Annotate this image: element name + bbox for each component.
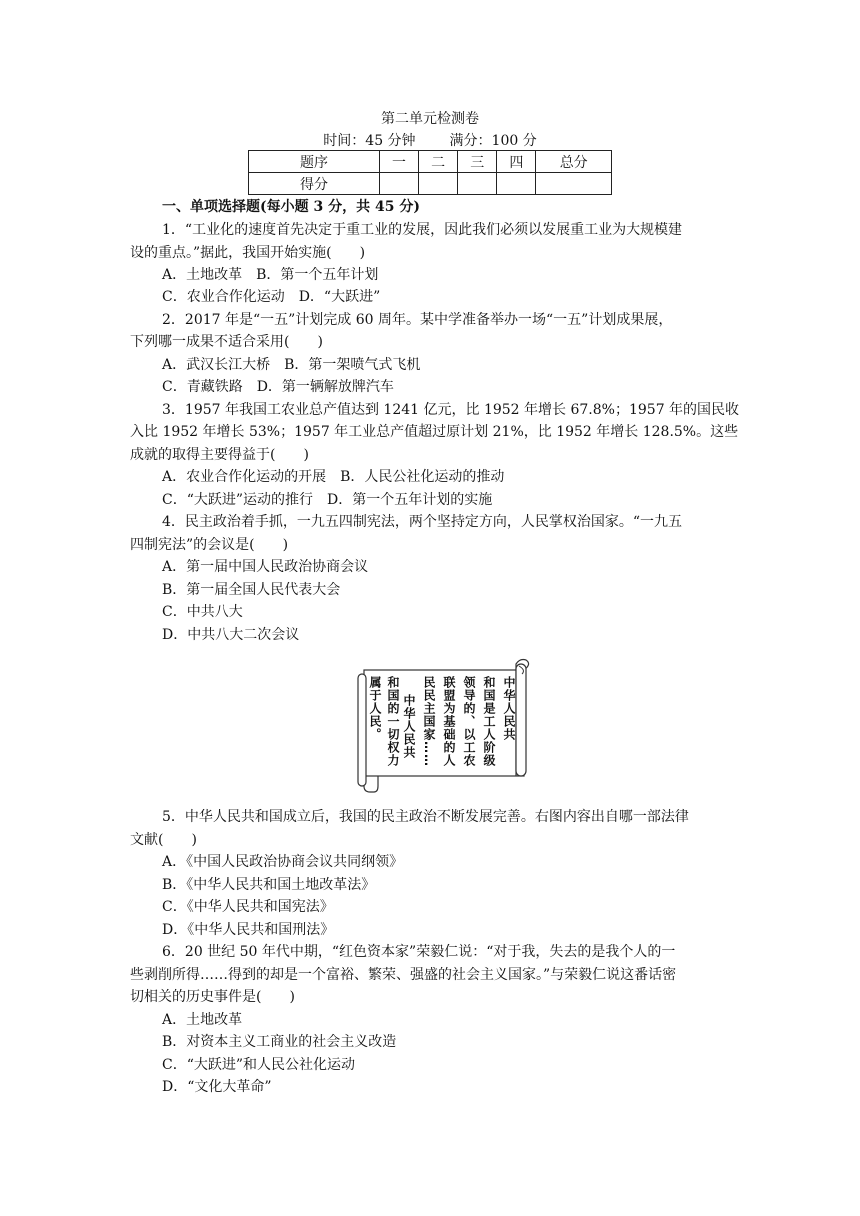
q4-option-b: B．第一届全国人民代表大会 — [162, 582, 341, 598]
scroll-text-column: 中华人民共 — [402, 694, 416, 759]
scroll-text-column: 和国的一切权力 — [386, 676, 400, 767]
q4-option-d: D．中共八大二次会议 — [162, 627, 300, 643]
score-blank — [536, 173, 612, 195]
q6-option-c: C．“大跃进”和人民公社化运动 — [162, 1057, 356, 1073]
q5-option-a: A．《中国人民政治协商会议共同纲领》 — [162, 854, 404, 870]
q5-option-d: D．《中华人民共和国刑法》 — [162, 922, 335, 938]
q2-stem-line: 2．2017 年是“一五”计划完成 60 周年。某中学准备举办一场“一五”计划成果展， — [162, 312, 673, 328]
score-table-header-row — [249, 151, 612, 173]
score-cell: 题序 — [249, 151, 380, 173]
q6-stem-line: 些剥削所得……得到的却是一个富裕、繁荣、强盛的社会主义国家。”与荣毅仁说这番话密 — [130, 967, 677, 983]
section-heading: 一、单项选择题(每小题 3 分，共 45 分) — [162, 199, 420, 215]
q6-option-a: A．土地改革 — [162, 1012, 243, 1028]
q6-option-d: D．“文化大革命” — [162, 1079, 272, 1095]
score-blank — [419, 173, 458, 195]
scroll-text-column: 领导的、以工农 — [462, 676, 476, 767]
score-cell: 三 — [458, 151, 497, 173]
q2-options: C．青藏铁路 D．第一辆解放牌汽车 — [162, 379, 394, 395]
score-cell: 得分 — [249, 173, 380, 195]
score-blank — [380, 173, 419, 195]
score-cell: 一 — [380, 151, 419, 173]
scroll-text-column: 联盟为基础的人 — [442, 676, 456, 767]
q5-stem-line: 5．中华人民共和国成立后，我国的民主政治不断发展完善。右图内容出自哪一部法律 — [162, 809, 689, 825]
score-cell: 二 — [419, 151, 458, 173]
full-score: 满分：100 分 — [449, 133, 537, 149]
q1-options: A．土地改革 B．第一个五年计划 — [162, 267, 379, 283]
score-table — [248, 150, 612, 195]
q1-stem-line: 1．“工业化的速度首先决定于重工业的发展，因此我们必须以发展重工业为大规模建 — [162, 222, 683, 238]
score-table-score-row — [249, 173, 612, 195]
q3-options: A．农业合作化运动的开展 B．人民公社化运动的推动 — [162, 469, 505, 485]
q6-option-b: B．对资本主义工商业的社会主义改造 — [162, 1034, 397, 1050]
constitution-scroll-figure — [356, 658, 534, 794]
scroll-text-column: 属于人民。 — [368, 676, 382, 741]
q2-options: A．武汉长江大桥 B．第一架喷气式飞机 — [162, 357, 421, 373]
q2-stem-line: 下列哪一成果不适合采用( ) — [130, 334, 323, 350]
q3-options: C．“大跃进”运动的推行 D．第一个五年计划的实施 — [162, 492, 493, 508]
q4-option-a: A．第一届中国人民政治协商会议 — [162, 559, 369, 575]
q5-stem-line: 文献( ) — [130, 832, 197, 848]
q3-stem-line: 成就的取得主要得益于( ) — [130, 447, 309, 463]
score-cell: 总分 — [536, 151, 612, 173]
q5-option-c: C．《中华人民共和国宪法》 — [162, 899, 334, 915]
q4-stem-line: 4．民主政治着手抓，一九五四制宪法，两个坚持定方向，人民掌权治国家。“一九五 — [162, 514, 683, 530]
q1-stem-line: 设的重点。”据此，我国开始实施( ) — [130, 245, 366, 261]
q1-options: C．农业合作化运动 D．“大跃进” — [162, 289, 381, 305]
q6-stem-line: 6．20 世纪 50 年代中期，“红色资本家”荣毅仁说：“对于我，失去的是我个人的一 — [162, 944, 676, 960]
q3-stem-line: 3．1957 年我国工农业总产值达到 1241 亿元，比 1952 年增长 67.8%；1957 年的国民收 — [162, 402, 740, 418]
scroll-text-column: 和国是工人阶级 — [482, 676, 496, 767]
q5-option-b: B．《中华人民共和国土地改革法》 — [162, 877, 376, 893]
time-limit: 时间：45 分钟 — [323, 133, 416, 149]
page-title: 第二单元检测卷 — [381, 111, 479, 127]
score-cell: 四 — [497, 151, 536, 173]
q4-stem-line: 四制宪法”的会议是( ) — [130, 537, 289, 553]
q3-stem-line: 入比 1952 年增长 53%；1957 年工业总产值超过原计划 21%，比 1952 年增长 128.5%。这些 — [130, 424, 739, 440]
q4-option-c: C．中共八大 — [162, 604, 243, 620]
exam-meta — [0, 130, 860, 150]
scroll-text-column: 中华人民共 — [502, 676, 516, 741]
score-blank — [458, 173, 497, 195]
scroll-text-column: 民民主国家…… — [422, 676, 436, 767]
score-blank — [497, 173, 536, 195]
q6-stem-line: 切相关的历史事件是( ) — [130, 989, 295, 1005]
